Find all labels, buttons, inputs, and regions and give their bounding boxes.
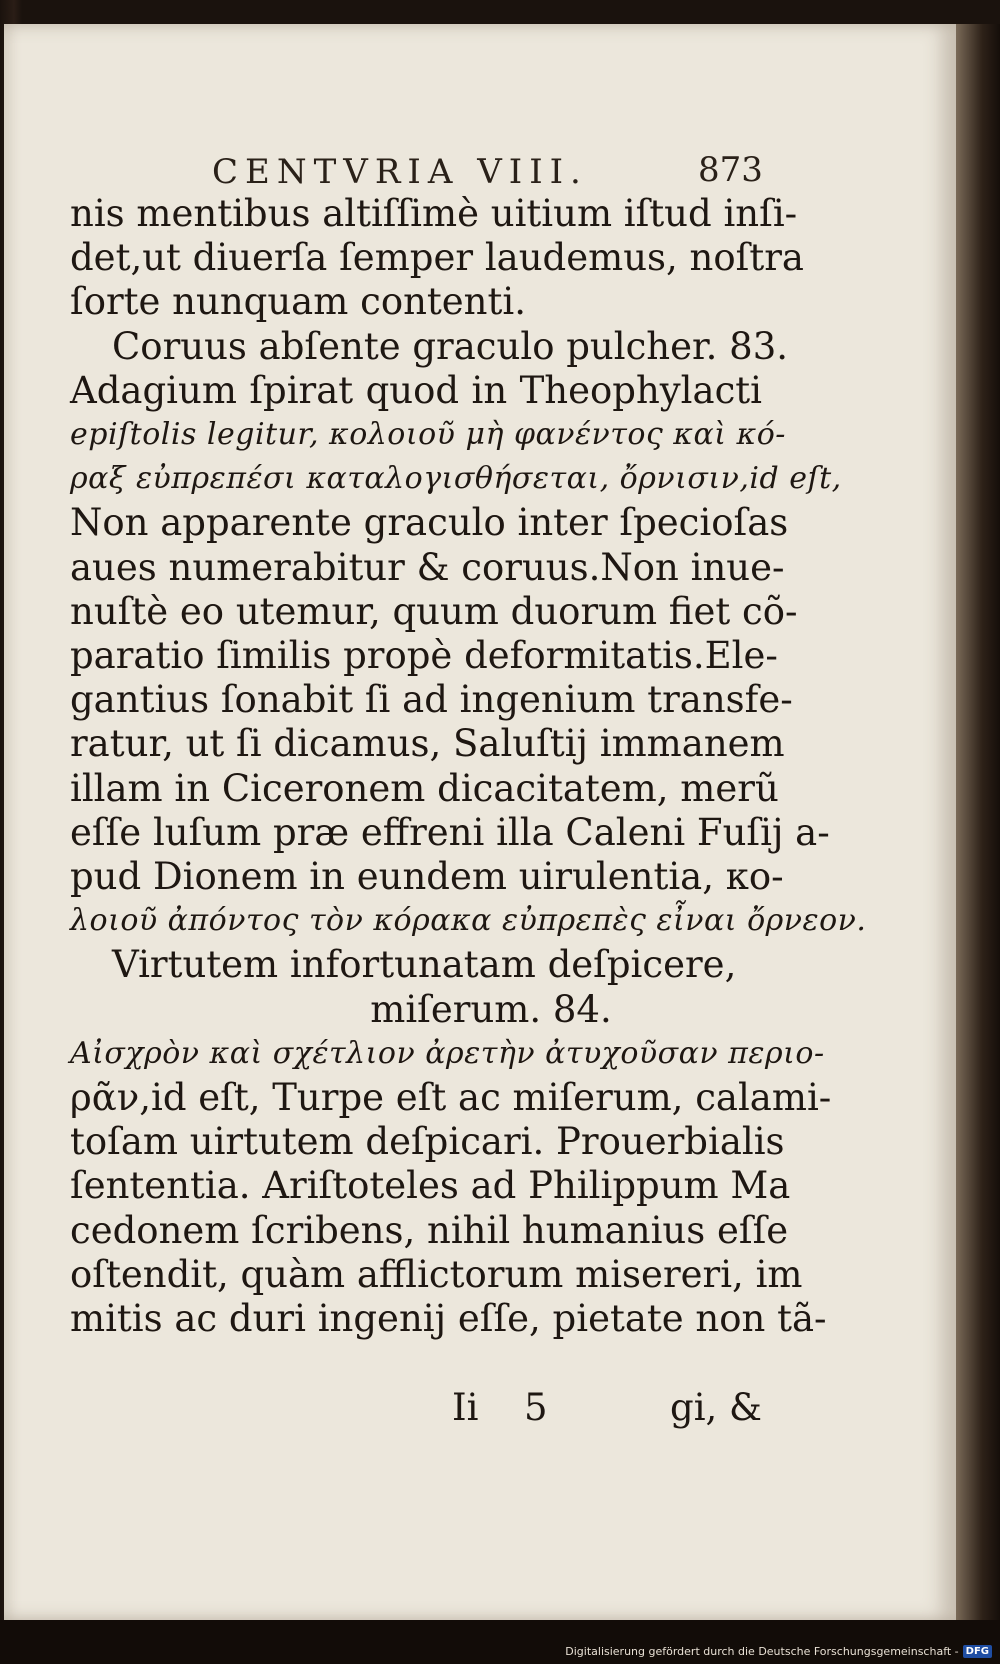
catchline (70, 1386, 762, 1430)
text-line: mitis ac duri ingenij eſſe, pietate non tã- (70, 1297, 827, 1341)
text-line: ratur, ut ſi dicamus, Saluſtij immanem (70, 722, 785, 766)
text-line: ραξ εὐπρεπέσι καταλογισθήσεται, ὄρνισιν,id eſt, (70, 461, 842, 497)
text-line: pud Dionem in eundem uirulentia, κο- (70, 855, 784, 899)
catchword: gi, & (670, 1386, 762, 1429)
text-line: gantius ſonabit ſi ad ingenium transfe- (70, 678, 793, 722)
text-line: epiſtolis legitur, κολοιοῦ μὴ φανέντος καὶ κό- (70, 417, 786, 453)
signature-number: 5 (524, 1386, 548, 1429)
signature-mark: Ii (452, 1386, 479, 1429)
text-line: ſententia. Ariſtoteles ad Philippum Ma (70, 1164, 791, 1208)
dfg-logo: DFG (963, 1645, 992, 1658)
text-line: nuſtè eo utemur, quum duorum fiet cõ- (70, 589, 798, 633)
text-line: λοιοῦ ἀπόντος τὸν κόρακα εὐπρεπὲς εἶναι ὄρνεον. (70, 903, 867, 939)
book-page (4, 24, 958, 1620)
footer-strip (0, 1620, 1000, 1664)
text-line: det,ut diuerſa ſemper laudemus, noſtra (70, 236, 804, 280)
text-line: oſtendit, quàm afflictorum misereri, im (70, 1252, 803, 1296)
text-line: Αἰσχρὸν καὶ σχέτλιον ἀρετὴν ἀτυχοῦσαν περιο- (70, 1035, 825, 1071)
text-line: nis mentibus altiſſimè uitium iſtud inſi- (70, 192, 798, 235)
text-line: paratio ſimilis propè deformitatis.Ele- (70, 634, 778, 678)
text-line: Adagium ſpirat quod in Theophylacti (70, 368, 762, 412)
text-line: illam in Ciceronem dicacitatem, merũ (70, 766, 779, 810)
digitization-credit (565, 1645, 992, 1658)
text-line: ſorte nunquam contenti. (70, 280, 526, 324)
text-line: cedonem ſcribens, nihil humanius eſſe (70, 1208, 789, 1252)
text-line: ρᾶν,id eſt, Turpe eſt ac miſerum, calami- (70, 1076, 832, 1120)
running-title: CENTVRIA VIII. (212, 152, 588, 192)
page-number: 873 (698, 150, 763, 190)
text-line: aues numerabitur & coruus.Non inue- (70, 545, 785, 589)
text-line: Coruus abſente graculo pulcher. 83. (112, 324, 789, 368)
text-line: miſerum. 84. (370, 987, 612, 1031)
text-line: eſſe luſum præ effreni illa Caleni Fuſij a- (70, 810, 830, 854)
text-line: Virtutem infortunatam deſpicere, (112, 943, 737, 987)
body-text (70, 192, 867, 1341)
credit-text: Digitalisierung gefördert durch die Deutsche Forschungsgemeinschaft - (565, 1645, 959, 1658)
book-gutter-edge (956, 24, 1000, 1620)
text-line: toſam uirtutem deſpicari. Prouerbialis (70, 1120, 785, 1164)
text-line: Non apparente graculo inter ſpecioſas (70, 501, 789, 545)
